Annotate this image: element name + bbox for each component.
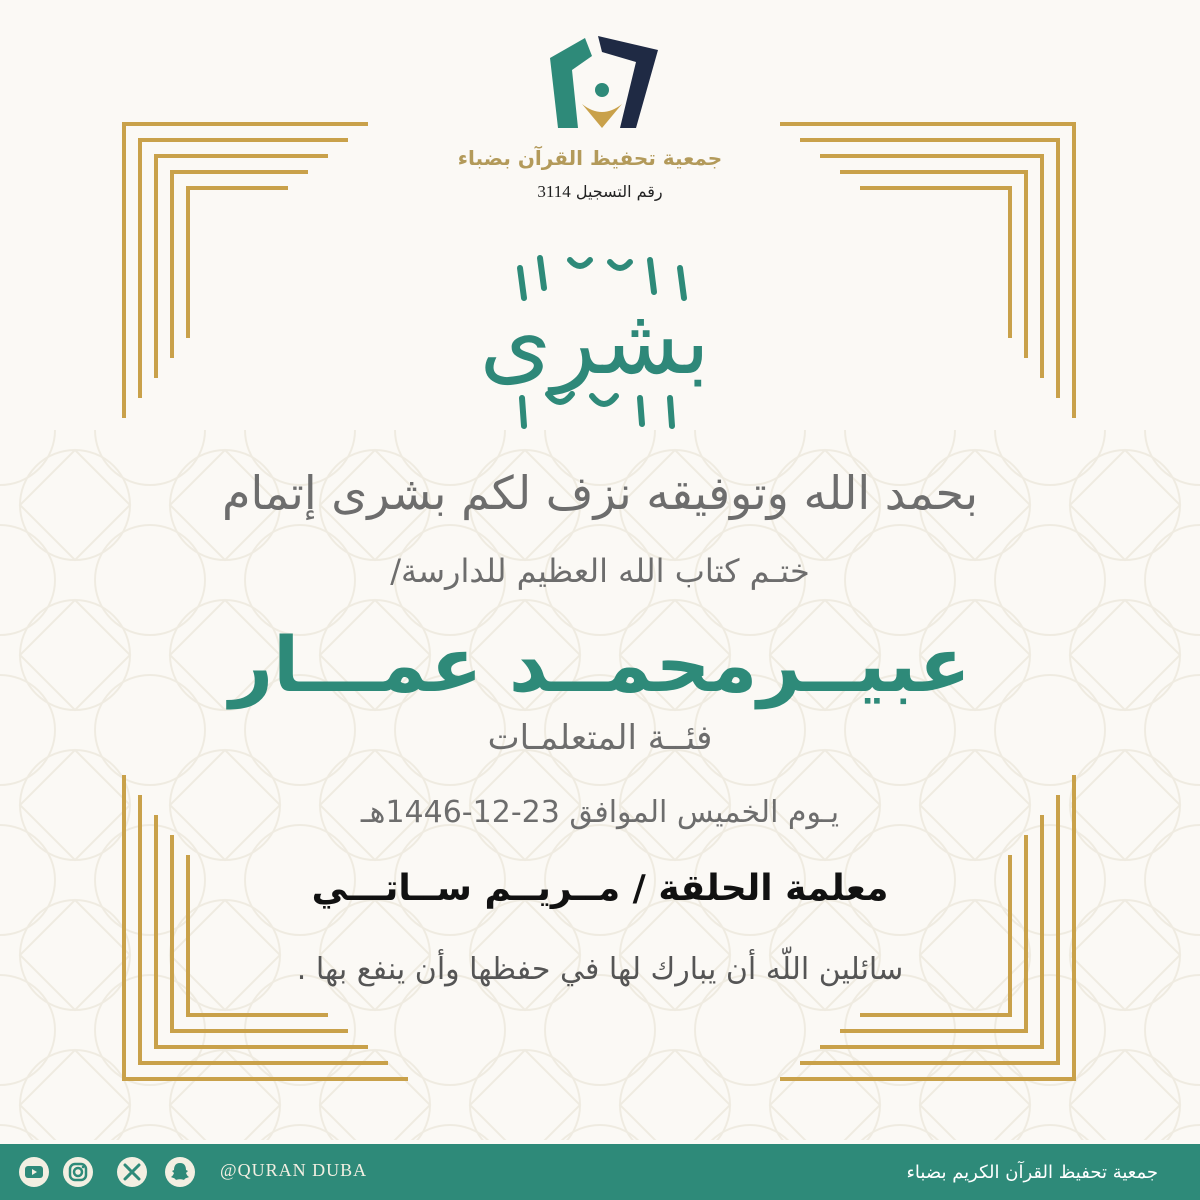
organization-logo	[540, 28, 670, 138]
student-name: عبيــرمحمــد عمـــار	[229, 620, 971, 709]
registration-label: رقم التسجيل	[575, 182, 663, 201]
corner-frame-top-left	[118, 118, 378, 428]
student-category: فئــة المتعلمـات	[487, 718, 713, 758]
footer-bar	[0, 1144, 1200, 1200]
organization-name: جمعية تحفيظ القرآن بضباء	[457, 146, 723, 170]
announcement-line-1: بحمد الله وتوفيقه نزف لكم بشرى إتمام	[221, 466, 979, 520]
x-icon[interactable]	[116, 1156, 148, 1188]
bushra-calligraphy	[479, 248, 710, 438]
calligraphy-word: بشرى	[479, 288, 710, 395]
youtube-icon[interactable]	[18, 1156, 50, 1188]
completion-date: يـوم الخميس الموافق 23-12-1446هـ	[360, 795, 840, 830]
social-handle[interactable]: @QURAN DUBA	[220, 1160, 368, 1180]
footer-organization-name: جمعية تحفيظ القرآن الكريم بضباء	[906, 1162, 1158, 1183]
registration-info	[460, 182, 740, 202]
registration-number: 3114	[537, 182, 571, 201]
teacher-name: معلمة الحلقة / مــريــم ســاتـــي	[311, 868, 889, 909]
prayer-text: سائلين اللّه أن يبارك لها في حفظها وأن ينفع بها .	[296, 952, 904, 987]
snapchat-icon[interactable]	[164, 1156, 196, 1188]
instagram-icon[interactable]	[62, 1156, 94, 1188]
announcement-line-2: ختـم كتاب الله العظيم للدارسة/	[390, 552, 810, 590]
corner-frame-top-right	[780, 118, 1080, 428]
